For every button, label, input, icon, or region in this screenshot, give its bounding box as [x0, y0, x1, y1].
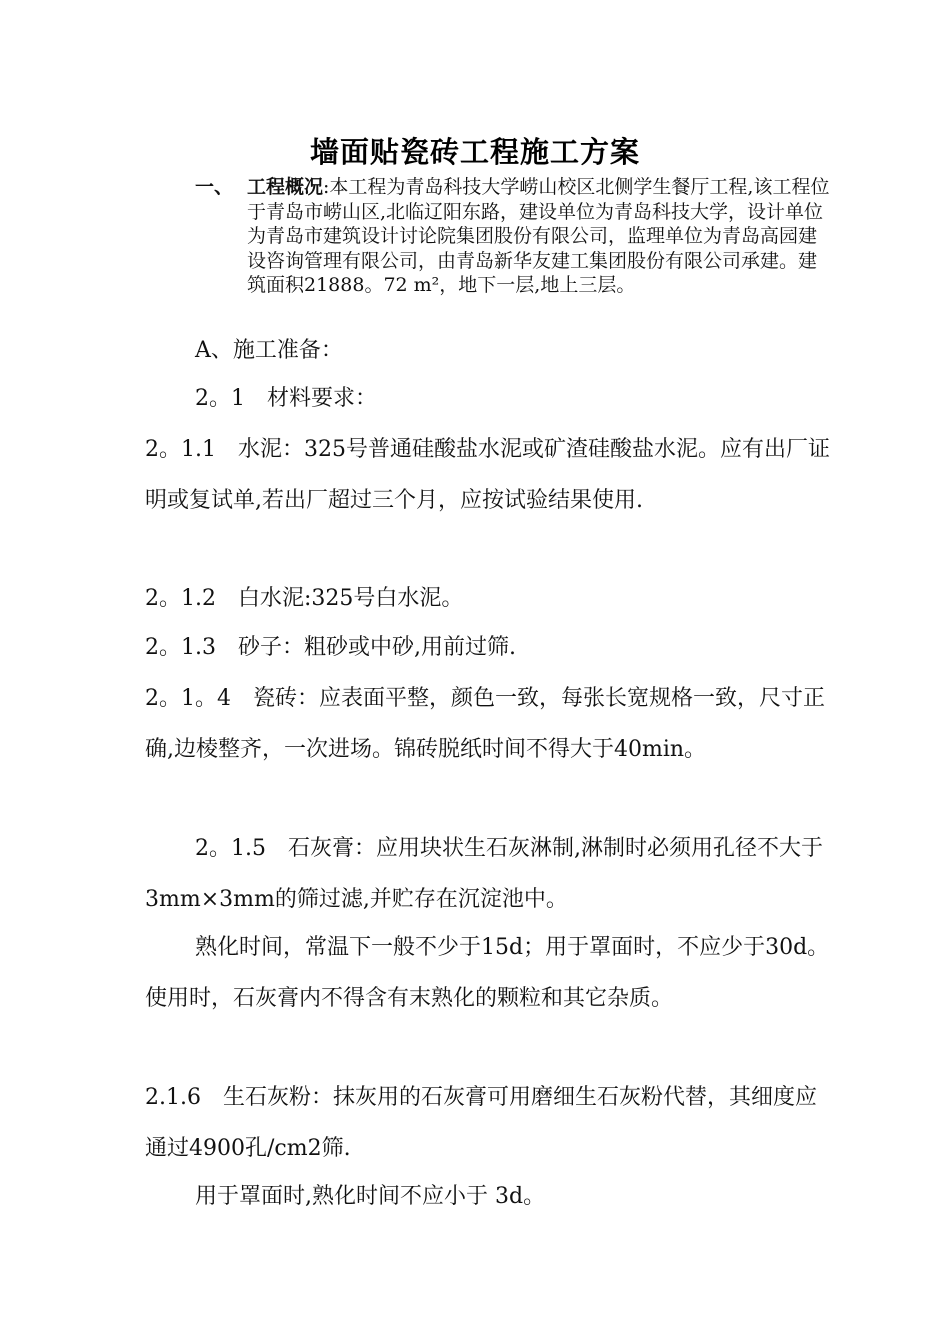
overview-body	[247, 175, 835, 298]
document-title: 墙面贴瓷砖工程施工方案	[309, 135, 640, 169]
quicklime-curing-note: 用于罩面时,熟化时间不应小于 3d。	[195, 1184, 546, 1209]
item-tile: 2。1。4 瓷砖：应表面平整，颜色一致，每张长宽规格一致，尺寸正确,边棱整齐，一次进场。锦砖脱纸时间不得大于40min。	[145, 686, 825, 762]
item-lime-paste: 2。1.5 石灰膏：应用块状生石灰淋制,淋制时必须用孔径不大于3mm×3mm的筛过滤,并贮存在沉淀池中。	[145, 836, 823, 912]
item-white-cement: 2。1.2 白水泥:325号白水泥。	[145, 586, 464, 611]
overview-text: :本工程为青岛科技大学崂山校区北侧学生餐厅工程,该工程位于青岛市崂山区,北临辽阳东路，建设单位为青岛科技大学，设计单位为青岛市建筑设计讨论院集团股份有限公司，监理单位为青岛高园建设咨询管理有限公司，由青岛新华友建工集团股份有限公司承建。建筑面积21888。72 m²，地下一层,地上三层。	[247, 176, 830, 296]
item-cement: 2。1.1 水泥：325号普通硅酸盐水泥或矿渣硅酸盐水泥。应有出厂证明或复试单,若出厂超过三个月，应按试验结果使用.	[145, 437, 830, 513]
item-sand: 2。1.3 砂子：粗砂或中砂,用前过筛.	[145, 635, 516, 660]
section-number: 一、	[195, 176, 234, 198]
overview-heading: 工程概况	[247, 176, 324, 198]
item-quicklime-powder: 2.1.6 生石灰粉：抹灰用的石灰膏可用磨细生石灰粉代替，其细度应通过4900孔/cm2筛.	[145, 1085, 817, 1161]
prep-heading: A、施工准备：	[195, 338, 343, 363]
lime-curing-note: 熟化时间，常温下一般不少于15d；用于罩面时，不应少于30d。使用时，石灰膏内不得含有末熟化的颗粒和其它杂质。	[145, 935, 830, 1011]
materials-heading: 2。1 材料要求：	[195, 386, 377, 411]
